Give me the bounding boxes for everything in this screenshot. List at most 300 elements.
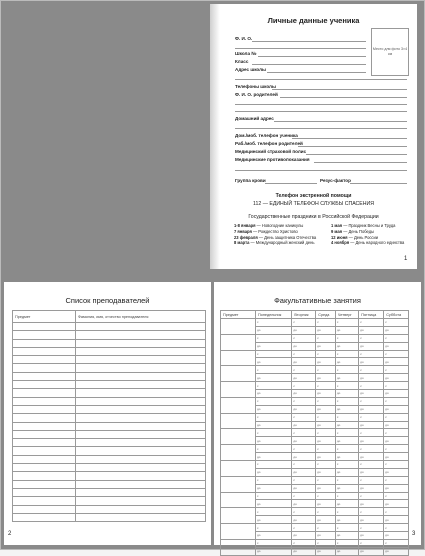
- time-cell[interactable]: до: [256, 358, 292, 366]
- time-cell[interactable]: до: [335, 500, 358, 508]
- time-cell[interactable]: до: [292, 405, 316, 413]
- subject-cell[interactable]: [221, 350, 256, 366]
- time-cell[interactable]: с: [335, 350, 358, 358]
- time-cell[interactable]: с: [335, 429, 358, 437]
- time-cell[interactable]: с: [384, 476, 409, 484]
- time-cell[interactable]: до: [335, 547, 358, 555]
- table-cell[interactable]: [76, 339, 206, 347]
- time-cell[interactable]: с: [359, 382, 384, 390]
- field-line[interactable]: [280, 97, 407, 98]
- table-cell[interactable]: [13, 497, 76, 505]
- table-cell[interactable]: [13, 397, 76, 405]
- table-cell[interactable]: [76, 414, 206, 422]
- table-cell[interactable]: [76, 381, 206, 389]
- time-cell[interactable]: с: [359, 334, 384, 342]
- time-cell[interactable]: с: [316, 508, 336, 516]
- table-row: [13, 323, 206, 331]
- time-cell[interactable]: до: [316, 390, 336, 398]
- table-cell[interactable]: [13, 488, 76, 496]
- table-cell[interactable]: [76, 364, 206, 372]
- time-cell[interactable]: с: [256, 334, 292, 342]
- time-cell[interactable]: с: [316, 334, 336, 342]
- time-cell[interactable]: до: [384, 468, 409, 476]
- time-cell[interactable]: с: [384, 413, 409, 421]
- table-cell[interactable]: [13, 364, 76, 372]
- time-cell[interactable]: до: [292, 326, 316, 334]
- time-cell[interactable]: с: [292, 476, 316, 484]
- table-row: [221, 397, 409, 405]
- time-cell[interactable]: до: [256, 453, 292, 461]
- table-cell[interactable]: [13, 422, 76, 430]
- table-row: [13, 339, 206, 347]
- time-cell[interactable]: с: [292, 366, 316, 374]
- holiday-item: 12 июня — День России: [331, 234, 379, 240]
- time-cell[interactable]: до: [384, 453, 409, 461]
- time-cell[interactable]: до: [292, 500, 316, 508]
- time-cell[interactable]: до: [359, 358, 384, 366]
- time-cell[interactable]: с: [316, 382, 336, 390]
- time-cell[interactable]: до: [384, 437, 409, 445]
- time-cell[interactable]: с: [384, 350, 409, 358]
- time-cell[interactable]: до: [316, 326, 336, 334]
- time-cell[interactable]: до: [335, 405, 358, 413]
- field-line[interactable]: [235, 79, 407, 80]
- table-cell[interactable]: [13, 347, 76, 355]
- table-cell[interactable]: [76, 397, 206, 405]
- time-cell[interactable]: до: [384, 516, 409, 524]
- time-cell[interactable]: до: [359, 437, 384, 445]
- table-cell[interactable]: [76, 497, 206, 505]
- time-cell[interactable]: с: [256, 397, 292, 405]
- table-row: [221, 524, 409, 532]
- time-cell[interactable]: с: [256, 508, 292, 516]
- time-cell[interactable]: с: [316, 429, 336, 437]
- time-cell[interactable]: до: [335, 453, 358, 461]
- time-cell[interactable]: до: [316, 453, 336, 461]
- table-cell[interactable]: [13, 389, 76, 397]
- table-cell[interactable]: [76, 372, 206, 380]
- table-row: [13, 430, 206, 438]
- table-cell[interactable]: [13, 356, 76, 364]
- time-cell[interactable]: с: [256, 539, 292, 547]
- time-cell[interactable]: с: [256, 366, 292, 374]
- time-cell[interactable]: до: [256, 390, 292, 398]
- time-cell[interactable]: с: [316, 461, 336, 469]
- time-cell[interactable]: до: [256, 468, 292, 476]
- time-cell[interactable]: до: [335, 468, 358, 476]
- time-cell[interactable]: с: [316, 524, 336, 532]
- table-cell[interactable]: [76, 513, 206, 521]
- col-subject: Предмет: [13, 311, 76, 323]
- subject-cell[interactable]: [221, 334, 256, 350]
- time-cell[interactable]: с: [359, 539, 384, 547]
- time-cell[interactable]: до: [316, 516, 336, 524]
- time-cell[interactable]: с: [256, 461, 292, 469]
- time-cell[interactable]: с: [359, 461, 384, 469]
- subject-cell[interactable]: [221, 319, 256, 335]
- time-cell[interactable]: с: [335, 539, 358, 547]
- table-row: [13, 414, 206, 422]
- field-label: Медицинские противопоказания: [235, 157, 310, 162]
- col-header: Суббота: [384, 311, 409, 319]
- time-cell[interactable]: с: [335, 397, 358, 405]
- time-cell[interactable]: до: [335, 421, 358, 429]
- subject-cell[interactable]: [221, 476, 256, 492]
- time-cell[interactable]: с: [359, 429, 384, 437]
- time-cell[interactable]: до: [335, 390, 358, 398]
- time-cell[interactable]: до: [256, 547, 292, 555]
- time-cell[interactable]: с: [359, 492, 384, 500]
- table-cell[interactable]: [76, 488, 206, 496]
- time-cell[interactable]: с: [335, 366, 358, 374]
- table-cell[interactable]: [13, 464, 76, 472]
- table-cell[interactable]: [13, 331, 76, 339]
- subject-cell[interactable]: [221, 539, 256, 555]
- time-cell[interactable]: до: [316, 437, 336, 445]
- field-line[interactable]: [267, 72, 366, 73]
- time-cell[interactable]: с: [335, 476, 358, 484]
- time-cell[interactable]: до: [359, 500, 384, 508]
- table-cell[interactable]: [76, 356, 206, 364]
- table-cell[interactable]: [13, 472, 76, 480]
- time-cell[interactable]: до: [292, 532, 316, 540]
- time-cell[interactable]: до: [292, 358, 316, 366]
- time-cell[interactable]: с: [316, 539, 336, 547]
- time-cell[interactable]: с: [256, 445, 292, 453]
- field-label: Ф. И. О. родителей: [235, 92, 278, 97]
- subject-cell[interactable]: [221, 492, 256, 508]
- table-cell[interactable]: [76, 430, 206, 438]
- time-cell[interactable]: до: [384, 390, 409, 398]
- time-cell[interactable]: с: [292, 539, 316, 547]
- time-cell[interactable]: до: [384, 421, 409, 429]
- time-cell[interactable]: до: [292, 547, 316, 555]
- time-cell[interactable]: с: [359, 350, 384, 358]
- time-cell[interactable]: до: [316, 547, 336, 555]
- field-line[interactable]: [235, 111, 407, 112]
- table-row: [13, 439, 206, 447]
- time-cell[interactable]: до: [256, 326, 292, 334]
- time-cell[interactable]: с: [316, 319, 336, 327]
- time-cell[interactable]: с: [359, 413, 384, 421]
- time-cell[interactable]: с: [335, 445, 358, 453]
- time-cell[interactable]: с: [384, 524, 409, 532]
- subject-cell[interactable]: [221, 382, 256, 398]
- table-cell[interactable]: [13, 414, 76, 422]
- table-cell[interactable]: [13, 505, 76, 513]
- table-cell[interactable]: [13, 513, 76, 521]
- time-cell[interactable]: до: [359, 468, 384, 476]
- time-cell[interactable]: до: [292, 484, 316, 492]
- table-cell[interactable]: [13, 339, 76, 347]
- time-cell[interactable]: до: [256, 532, 292, 540]
- holidays-title: Государственные праздники в Российской Федерации: [248, 214, 379, 220]
- time-cell[interactable]: с: [335, 334, 358, 342]
- holiday-item: 1-8 января — Новогодние каникулы: [234, 223, 304, 228]
- time-cell[interactable]: до: [384, 326, 409, 334]
- time-cell[interactable]: до: [335, 484, 358, 492]
- time-cell[interactable]: с: [292, 397, 316, 405]
- time-cell[interactable]: до: [256, 421, 292, 429]
- time-cell[interactable]: с: [384, 366, 409, 374]
- table-cell[interactable]: [13, 381, 76, 389]
- holiday-item: 1 мая — Праздник Весны и Труда: [331, 223, 396, 228]
- time-cell[interactable]: до: [384, 342, 409, 350]
- table-cell[interactable]: [76, 505, 206, 513]
- table-cell[interactable]: [13, 323, 76, 331]
- table-cell[interactable]: [76, 472, 206, 480]
- time-cell[interactable]: до: [359, 374, 384, 382]
- time-cell[interactable]: до: [292, 453, 316, 461]
- time-cell[interactable]: до: [359, 516, 384, 524]
- time-cell[interactable]: с: [359, 508, 384, 516]
- field-line[interactable]: [265, 183, 317, 184]
- time-cell[interactable]: до: [256, 484, 292, 492]
- time-cell[interactable]: с: [384, 492, 409, 500]
- field-line[interactable]: [258, 56, 366, 57]
- time-cell[interactable]: до: [256, 500, 292, 508]
- subject-cell[interactable]: [221, 445, 256, 461]
- time-cell[interactable]: с: [256, 350, 292, 358]
- time-cell[interactable]: до: [359, 532, 384, 540]
- subject-cell[interactable]: [221, 413, 256, 429]
- time-cell[interactable]: с: [256, 429, 292, 437]
- time-cell[interactable]: с: [335, 508, 358, 516]
- table-row: [221, 492, 409, 500]
- holiday-item: 7 января — Рождество Христово: [234, 228, 298, 234]
- table-row: [221, 461, 409, 469]
- time-cell[interactable]: с: [292, 461, 316, 469]
- page-number: 2: [8, 531, 12, 537]
- table-cell[interactable]: [76, 422, 206, 430]
- time-cell[interactable]: до: [316, 374, 336, 382]
- time-cell[interactable]: до: [316, 500, 336, 508]
- time-cell[interactable]: до: [335, 532, 358, 540]
- time-cell[interactable]: до: [359, 547, 384, 555]
- time-cell[interactable]: с: [292, 334, 316, 342]
- time-cell[interactable]: с: [359, 397, 384, 405]
- time-cell[interactable]: с: [316, 366, 336, 374]
- time-cell[interactable]: до: [316, 405, 336, 413]
- table-cell[interactable]: [13, 430, 76, 438]
- subject-cell[interactable]: [221, 366, 256, 382]
- table-row: [221, 539, 409, 547]
- field-line[interactable]: [274, 121, 407, 122]
- time-cell[interactable]: с: [316, 492, 336, 500]
- time-cell[interactable]: с: [384, 397, 409, 405]
- table-cell[interactable]: [76, 389, 206, 397]
- table-row: [221, 413, 409, 421]
- table-row: [221, 366, 409, 374]
- field-label: Класс: [235, 59, 249, 64]
- time-cell[interactable]: до: [384, 405, 409, 413]
- time-cell[interactable]: с: [359, 319, 384, 327]
- time-cell[interactable]: с: [256, 524, 292, 532]
- time-cell[interactable]: с: [384, 319, 409, 327]
- time-cell[interactable]: с: [292, 524, 316, 532]
- field-line[interactable]: [235, 128, 407, 129]
- time-cell[interactable]: до: [384, 532, 409, 540]
- time-cell[interactable]: до: [316, 342, 336, 350]
- time-cell[interactable]: до: [316, 532, 336, 540]
- table-row: [13, 331, 206, 339]
- time-cell[interactable]: до: [292, 374, 316, 382]
- table-cell[interactable]: [76, 323, 206, 331]
- holidays-left-list: [234, 223, 316, 246]
- table-cell[interactable]: [13, 455, 76, 463]
- table-cell[interactable]: [76, 464, 206, 472]
- time-cell[interactable]: с: [384, 429, 409, 437]
- time-cell[interactable]: с: [384, 445, 409, 453]
- time-cell[interactable]: с: [292, 492, 316, 500]
- time-cell[interactable]: до: [384, 500, 409, 508]
- time-cell[interactable]: с: [335, 413, 358, 421]
- table-cell[interactable]: [76, 480, 206, 488]
- table-cell[interactable]: [76, 455, 206, 463]
- time-cell[interactable]: с: [359, 524, 384, 532]
- subject-cell[interactable]: [221, 524, 256, 540]
- time-cell[interactable]: до: [384, 358, 409, 366]
- table-cell[interactable]: [13, 405, 76, 413]
- table-row: [221, 445, 409, 453]
- time-cell[interactable]: до: [335, 342, 358, 350]
- time-cell[interactable]: до: [384, 547, 409, 555]
- time-cell[interactable]: с: [292, 319, 316, 327]
- time-cell[interactable]: до: [316, 484, 336, 492]
- time-cell[interactable]: с: [292, 350, 316, 358]
- time-cell[interactable]: до: [292, 516, 316, 524]
- time-cell[interactable]: с: [256, 382, 292, 390]
- time-cell[interactable]: с: [316, 397, 336, 405]
- time-cell[interactable]: с: [292, 445, 316, 453]
- table-cell[interactable]: [13, 480, 76, 488]
- time-cell[interactable]: до: [335, 326, 358, 334]
- time-cell[interactable]: до: [292, 437, 316, 445]
- table-cell[interactable]: [13, 447, 76, 455]
- time-cell[interactable]: до: [256, 405, 292, 413]
- time-cell[interactable]: с: [292, 413, 316, 421]
- field-line[interactable]: [252, 41, 366, 42]
- time-cell[interactable]: с: [384, 382, 409, 390]
- time-cell[interactable]: до: [359, 453, 384, 461]
- time-cell[interactable]: до: [384, 374, 409, 382]
- time-cell[interactable]: до: [256, 516, 292, 524]
- time-cell[interactable]: до: [292, 342, 316, 350]
- table-cell[interactable]: [13, 439, 76, 447]
- time-cell[interactable]: до: [359, 421, 384, 429]
- field-label: Дом./моб. телефон ученика: [235, 133, 298, 138]
- time-cell[interactable]: до: [292, 390, 316, 398]
- field-line[interactable]: [235, 104, 407, 105]
- field-line[interactable]: [314, 162, 407, 163]
- field-line[interactable]: [298, 146, 407, 147]
- time-cell[interactable]: с: [256, 492, 292, 500]
- time-cell[interactable]: до: [335, 516, 358, 524]
- col-header: Вторник: [292, 311, 316, 319]
- page-title: Список преподавателей: [65, 296, 150, 305]
- time-cell[interactable]: с: [292, 382, 316, 390]
- time-cell[interactable]: с: [335, 319, 358, 327]
- field-line[interactable]: [235, 48, 366, 49]
- time-cell[interactable]: с: [316, 445, 336, 453]
- time-cell[interactable]: до: [335, 437, 358, 445]
- time-cell[interactable]: до: [256, 437, 292, 445]
- table-cell[interactable]: [76, 331, 206, 339]
- field-line[interactable]: [306, 154, 407, 155]
- time-cell[interactable]: до: [256, 342, 292, 350]
- time-cell[interactable]: с: [256, 476, 292, 484]
- time-cell[interactable]: с: [359, 445, 384, 453]
- field-line[interactable]: [252, 64, 366, 65]
- field-line[interactable]: [350, 183, 407, 184]
- time-cell[interactable]: с: [335, 492, 358, 500]
- table-cell[interactable]: [76, 439, 206, 447]
- subject-cell[interactable]: [221, 429, 256, 445]
- time-cell[interactable]: до: [335, 358, 358, 366]
- time-cell[interactable]: с: [256, 319, 292, 327]
- field-line[interactable]: [272, 89, 407, 90]
- emergency-number: 112 — ЕДИНЫЙ ТЕЛЕФОН СЛУЖБЫ СПАСЕНИЯ: [253, 201, 374, 207]
- time-cell[interactable]: до: [359, 326, 384, 334]
- time-cell[interactable]: с: [292, 429, 316, 437]
- time-cell[interactable]: до: [384, 484, 409, 492]
- time-cell[interactable]: до: [359, 390, 384, 398]
- time-cell[interactable]: до: [359, 342, 384, 350]
- time-cell[interactable]: с: [384, 508, 409, 516]
- time-cell[interactable]: с: [335, 461, 358, 469]
- teachers-table: [12, 310, 206, 522]
- time-cell[interactable]: с: [335, 524, 358, 532]
- subject-cell[interactable]: [221, 461, 256, 477]
- time-cell[interactable]: с: [384, 461, 409, 469]
- electives-page: [214, 282, 421, 554]
- holiday-item: 9 мая — День Победы: [331, 228, 375, 234]
- time-cell[interactable]: до: [316, 421, 336, 429]
- time-cell[interactable]: с: [316, 350, 336, 358]
- field-line[interactable]: [235, 170, 407, 171]
- time-cell[interactable]: до: [359, 484, 384, 492]
- time-cell[interactable]: с: [292, 508, 316, 516]
- table-row: [13, 513, 206, 521]
- table-row: [13, 389, 206, 397]
- time-cell[interactable]: с: [384, 334, 409, 342]
- time-cell[interactable]: до: [335, 374, 358, 382]
- time-cell[interactable]: до: [292, 468, 316, 476]
- field-line[interactable]: [292, 138, 407, 139]
- time-cell[interactable]: до: [359, 405, 384, 413]
- table-cell[interactable]: [76, 347, 206, 355]
- table-cell[interactable]: [76, 447, 206, 455]
- time-cell[interactable]: до: [316, 468, 336, 476]
- time-cell[interactable]: до: [292, 421, 316, 429]
- table-cell[interactable]: [13, 372, 76, 380]
- subject-cell[interactable]: [221, 397, 256, 413]
- subject-cell[interactable]: [221, 508, 256, 524]
- time-cell[interactable]: с: [256, 413, 292, 421]
- time-cell[interactable]: с: [316, 476, 336, 484]
- time-cell[interactable]: до: [256, 374, 292, 382]
- table-row: [13, 455, 206, 463]
- time-cell[interactable]: с: [359, 476, 384, 484]
- table-cell[interactable]: [76, 405, 206, 413]
- photo-placeholder: Место для фото 3×4 см: [371, 28, 409, 76]
- time-cell[interactable]: до: [316, 358, 336, 366]
- time-cell[interactable]: с: [335, 382, 358, 390]
- table-row: [221, 319, 409, 327]
- time-cell[interactable]: с: [359, 366, 384, 374]
- time-cell[interactable]: с: [316, 413, 336, 421]
- time-cell[interactable]: с: [384, 539, 409, 547]
